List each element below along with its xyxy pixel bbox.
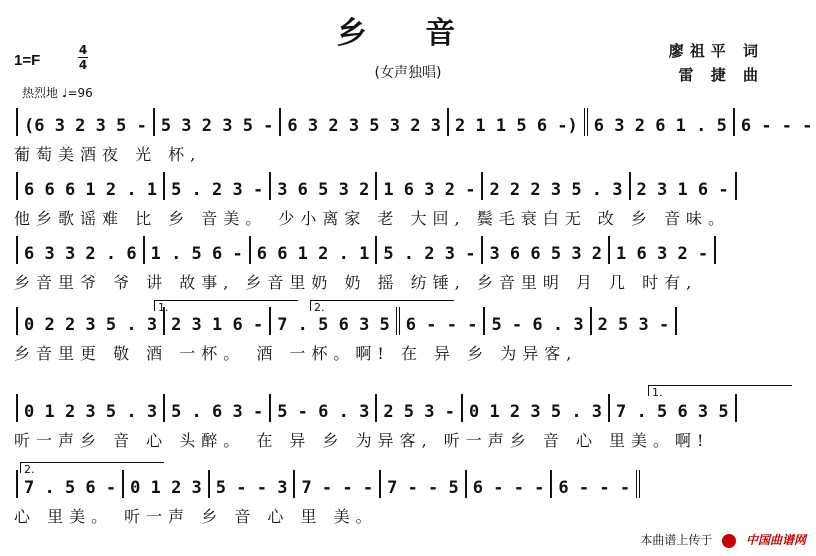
notation-line: [14, 234, 804, 264]
measure: 2 5 3 -: [383, 402, 455, 422]
barline: [584, 108, 588, 136]
measure: (6 3 2 3 5 -: [24, 116, 147, 136]
measure: 6 3 2 3 5 3 2 3: [287, 116, 441, 136]
barline: [375, 236, 377, 264]
notation-line: [14, 170, 804, 200]
volta-bracket: 1.: [648, 385, 792, 396]
measure: 7 . 5 6 -: [24, 478, 117, 498]
measure: 5 . 2 3 -: [171, 180, 264, 200]
barline: [293, 470, 295, 498]
barline: [269, 307, 271, 335]
barline: [16, 236, 18, 264]
site-logo-icon: [722, 534, 736, 548]
song-subtitle: (女声独唱): [374, 65, 442, 81]
volta-bracket: 2.: [310, 300, 454, 311]
score-system: [14, 234, 804, 293]
notation-line: [14, 106, 813, 136]
notation-line: [14, 392, 804, 422]
barline: [208, 470, 210, 498]
volta-bracket: 1.: [154, 300, 298, 311]
barline: [16, 307, 18, 335]
barline: [153, 108, 155, 136]
barline: [483, 307, 485, 335]
score-system: [14, 170, 804, 229]
measure: 2 2 2 3 5 . 3: [489, 180, 623, 200]
measure: 6 - - -: [740, 116, 813, 136]
barline: [379, 470, 381, 498]
key-signature: 1=F: [14, 52, 41, 69]
barline: [375, 394, 377, 422]
barline: [163, 394, 165, 422]
barline: [735, 394, 737, 422]
footer-watermark: [640, 531, 806, 548]
site-name: 中国曲谱网: [745, 533, 806, 547]
tempo-marking: 热烈地 ♩=96: [22, 86, 93, 100]
barline: [269, 394, 271, 422]
barline: [714, 236, 716, 264]
measure: 2 1 1 5 6 -): [454, 116, 578, 136]
measure: 2 3 1 6 -: [171, 315, 264, 335]
measure: 0 1 2 3 5 . 3: [468, 402, 603, 422]
measure: 7 - - -: [301, 478, 374, 498]
volta-bracket: 2.: [20, 462, 164, 473]
barline: [447, 108, 449, 136]
barline: [16, 470, 18, 498]
barline: [481, 172, 483, 200]
barline: [279, 108, 281, 136]
barline: [465, 470, 467, 498]
time-signature: [78, 44, 88, 71]
lyrics-line: 他乡歌谣难 比 乡 音美。 少小离家 老 大回, 鬓毛衰白无 改 乡 音味。: [14, 209, 730, 228]
score-system: [14, 106, 813, 165]
measure: 5 - 6 . 3: [491, 315, 584, 335]
measure: 2 3 1 6 -: [636, 180, 729, 200]
measure: 7 - - 5: [387, 478, 459, 498]
barline: [163, 172, 165, 200]
barline: [735, 172, 737, 200]
barline: [16, 172, 18, 200]
measure: 6 - - -: [472, 478, 545, 498]
measure: 1 6 3 2 -: [383, 180, 476, 200]
composer-credit: 雷 捷 曲: [678, 66, 764, 84]
measure: 5 . 2 3 -: [383, 244, 476, 264]
measure: 3 6 6 5 3 2: [489, 244, 603, 264]
barline: [375, 172, 377, 200]
measure: 6 3 2 6 1 . 5: [593, 116, 727, 136]
lyrics-line: 乡音里爷 爷 讲 故事, 乡音里奶 奶 摇 纺锤, 乡音里明 月 几 时有,: [14, 273, 698, 292]
measure: 5 3 2 3 5 -: [160, 116, 274, 136]
barline: [608, 394, 610, 422]
barline: [249, 236, 251, 264]
measure: 1 . 5 6 -: [150, 244, 243, 264]
lyrics-line: 听一声乡 音 心 头醉。 在 异 乡 为异客, 听一声乡 音 心 里美。啊!: [14, 431, 710, 450]
barline: [675, 307, 677, 335]
barline: [16, 394, 18, 422]
song-title: 乡 音: [336, 16, 480, 51]
barline: [396, 307, 400, 335]
measure: 0 1 2 3: [130, 478, 202, 498]
barline: [629, 172, 631, 200]
meter-top: 4: [78, 43, 88, 57]
score-system: [14, 392, 804, 451]
measure: 6 - - -: [558, 478, 631, 498]
lyrics-line: 乡音里更 敬 酒 一杯。 酒 一杯。啊! 在 异 乡 为异客,: [14, 344, 578, 363]
barline: [481, 236, 483, 264]
lyrics-line: 葡萄美酒夜 光 杯,: [14, 145, 202, 164]
measure: 7 . 5 6 3 5: [277, 315, 390, 335]
measure: 1 6 3 2 -: [616, 244, 709, 264]
meter-bottom: 4: [78, 58, 88, 72]
upload-text: 本曲谱上传于: [640, 533, 713, 547]
barline: [636, 470, 640, 498]
barline: [733, 108, 735, 136]
measure: 6 3 3 2 . 6: [24, 244, 137, 264]
barline: [16, 108, 18, 136]
measure: 5 - 6 . 3: [277, 402, 370, 422]
measure: 7 . 5 6 3 5: [616, 402, 729, 422]
lyricist-credit: 廖祖平 词: [668, 42, 764, 60]
barline: [550, 470, 552, 498]
measure: 6 - - -: [405, 315, 478, 335]
measure: 6 6 6 1 2 . 1: [24, 180, 158, 200]
measure: 5 . 6 3 -: [171, 402, 264, 422]
measure: 3 6 5 3 2: [277, 180, 370, 200]
measure: 0 1 2 3 5 . 3: [24, 402, 158, 422]
barline: [590, 307, 592, 335]
score-system: [14, 468, 804, 527]
barline: [122, 470, 124, 498]
lyrics-line: 心 里美。 听一声 乡 音 心 里 美。: [14, 507, 378, 526]
barline: [143, 236, 145, 264]
measure: 0 2 2 3 5 . 3: [24, 315, 158, 335]
barline: [461, 394, 463, 422]
measure: 5 - - 3: [215, 478, 288, 498]
measure: 2 5 3 -: [597, 315, 670, 335]
barline: [269, 172, 271, 200]
measure: 6 6 1 2 . 1: [256, 244, 370, 264]
barline: [608, 236, 610, 264]
score-system: [14, 305, 804, 364]
